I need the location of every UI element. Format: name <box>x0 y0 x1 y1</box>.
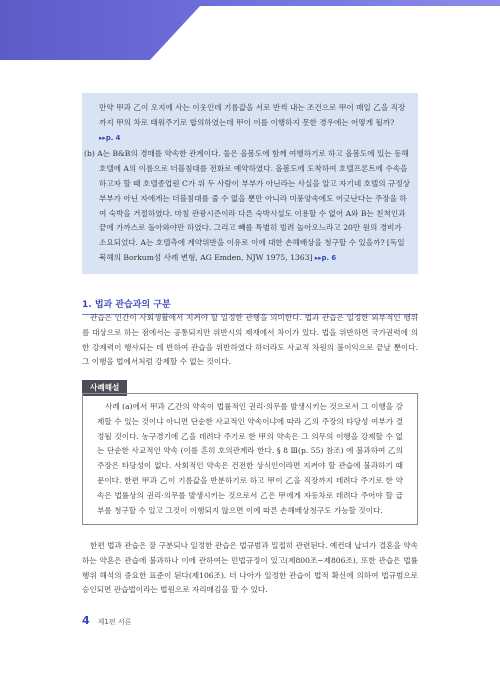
example-label: 사례해설 <box>82 380 127 396</box>
example-text: 사례 (a)에서 甲과 乙간의 약속이 법률적인 권리·의무를 발생시키는 것으로서 그 이행을 강제할 수 있는 것이냐 아니면 단순한 사교적인 약속이냐에 따라 乙의 주장의 타당성 여부가 결정될 것이다. 농구경기에 乙을 데려다 주기로 한 甲의 약속은 그 의무의 이행을 강제할 수 없는 단순한 사교적인 약속 (이를 흔히 호의관계라 한다. § 8 Ⅲ(p. 55) 참조) 에 불과하여 乙의 주장은 타당성이 없다. 사회적인 약속은 건전한 상식인이라면 지켜야 할 관습에 불과하기 때문이다. 한편 甲과 乙이 기름값을 반분하기로 하고 甲이 乙을 직장까지 데려다 주기로 한 약속은 법률상의 권리·의무를 발생시키는 것으로서 乙은 甲에게 자동차로 데려다 주어야 할 급부를 청구할 수 있고 그것이 이행되지 않으면 이에 따른 손해배상청구도 가능할 것이다. <box>97 402 403 515</box>
page-reference[interactable]: ▸▸p. 4 <box>99 133 121 142</box>
header-decoration <box>0 0 500 60</box>
case-b-text: (b) A는 B&B의 경매를 약속한 관계이다. 둘은 올봄도에 함께 여행하기로 하고 올봄도에 있는 동해호텔에 A의 이름으로 더블침대를 전화로 예약하였다. 올봄도에 도착하여 호텔프론트에 수속을 하고자 할 때 호텔종업원 C가 위 두 사람이 부부가 아닌라는 사실을 알고 자기네 호텔의 규정상 부부가 아닌 자에게는 더블침대를 줄 수 없을 뿐만 아니라 미풍양속에도 어긋난다는 주장을 하여 숙박을 거절하였다. 마침 관광시즌이라 다른 숙박시설도 이용할 수 없어 A와 B는 친척인과 끝에 가까스로 돌아와야만 하였다. 그리고 빼를 특별히 빌려 놀아오느라고 20만 원의 경비가 소요되었다. A는 호텔측에 계약위반을 이유로 이에 대한 손해배상을 청구할 수 있을까? [독일 북해의 Borkum섬 사례 변형, AG Emden, NJW 1975, 1363] ▸▸p. 6 <box>84 149 411 262</box>
chapter-title: 제1편 서론 <box>97 618 132 626</box>
body-paragraph: 관습은 인간이 사회생활에서 지켜야 할 일정한 관행을 의미한다. 법과 관습은 일정한 외부적인 행위를 대상으로 하는 점에서는 공통되지만 위반시의 제재에서 차이가 있다. 법을 위반하면 국가권력에 의한 강제력이 행사되는 데 반하여 관습을 위반하였다 하더라도 사교적 차원의 불이익으로 끝날 뿐이다. 그 이행을 법에서처럼 강제할 수 없는 것이다. <box>82 313 418 367</box>
section-title: 1. 법과 관습과의 구분 <box>82 297 418 315</box>
page-number: 4 <box>82 614 90 627</box>
page-footer <box>82 614 131 627</box>
example-box <box>82 393 418 525</box>
case-a-text: 만약 甲과 乙이 오지에 사는 이웃인데 기름값을 서로 반씩 내는 조건으로 甲이 매일 乙을 직장까지 甲의 차로 태워주기로 합의하였는데 甲이 이를 이행하지 못한 경우에는 어떻게 될까? ▸▸p. 4 <box>99 103 406 142</box>
case-box <box>82 93 418 274</box>
body-paragraph: 한편 법과 관습은 잘 구분되나 일정한 관습은 법규범과 밀접히 관련된다. 예컨대 납녀가 결혼을 약속하는 약혼은 관습에 불과하나 이에 관하여는 민법규정이 있고(제800조~제806조), 또한 관습은 법률행위 해석의 중요한 표준이 된다(제106조). 더 나아가 일정한 관습이 법적 확신에 의하여 법규범으로 승인되면 관습법이라는 법원으로 자리매김을 할 수 있다. <box>82 541 418 595</box>
page-reference[interactable]: ▸▸p. 6 <box>314 253 337 262</box>
